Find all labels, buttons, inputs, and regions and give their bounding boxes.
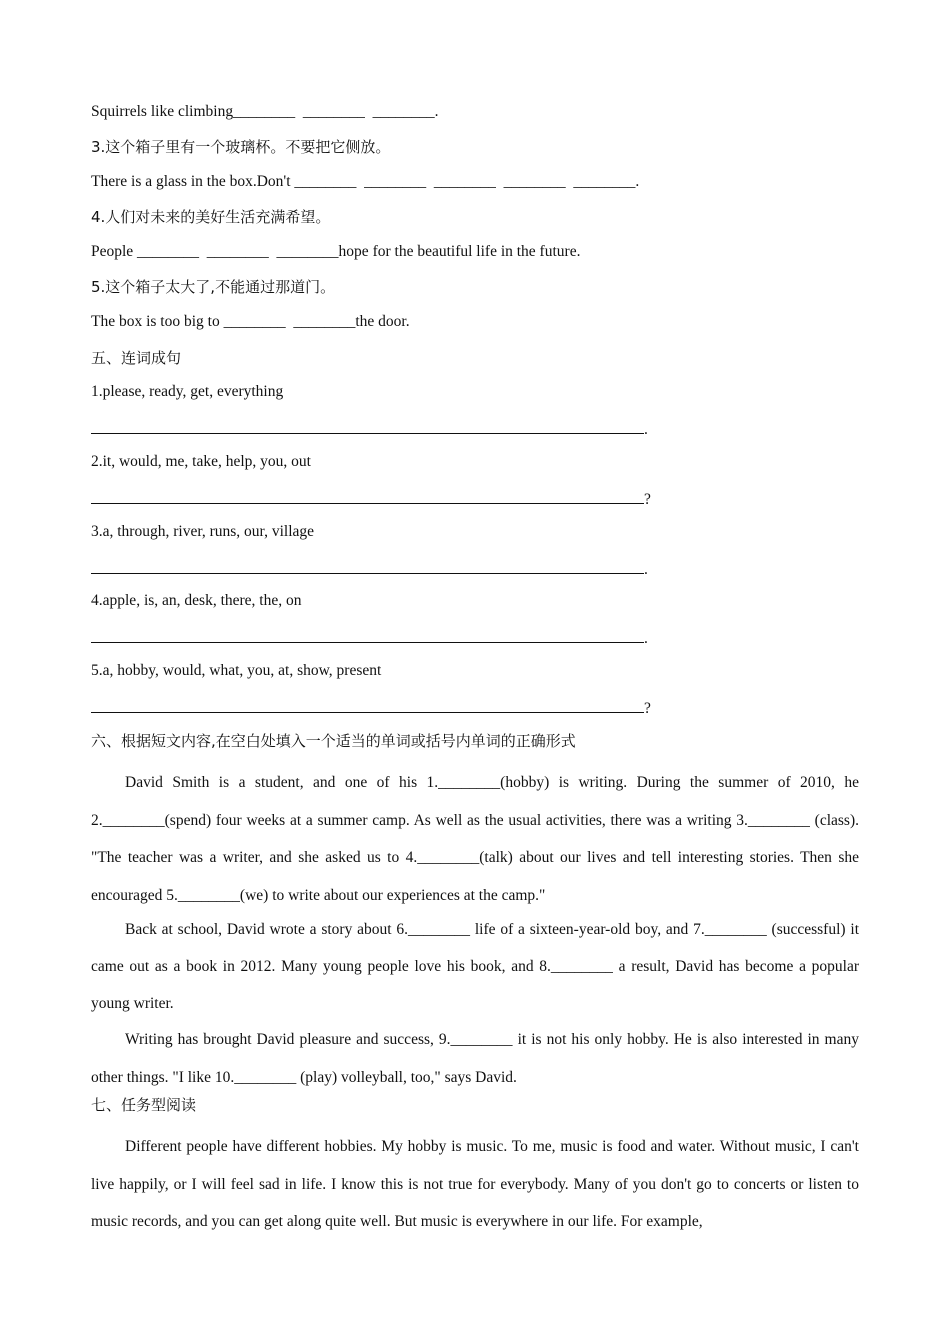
section-5-heading: 五、连词成句 — [91, 349, 182, 367]
reorder-item-2-answer-line — [91, 487, 651, 510]
reorder-item-3-prompt: 3.a, through, river, runs, our, village — [91, 523, 315, 540]
reorder-item-3-answer-line — [91, 557, 648, 580]
reorder-item-5-prompt: 5.a, hobby, would, what, you, at, show, present — [91, 662, 382, 679]
reorder-item-5-end: ? — [644, 700, 651, 717]
reorder-item-4-end: . — [644, 630, 648, 647]
question-3-chinese: 3.这个箱子里有一个玻璃杯。不要把它侧放。 — [91, 138, 391, 156]
reorder-item-5-answer-line — [91, 696, 651, 719]
question-5-chinese: 5.这个箱子太大了,不能通过那道门。 — [91, 278, 336, 296]
section-7-heading: 七、任务型阅读 — [91, 1096, 197, 1114]
sentence-squirrels: Squirrels like climbing________ ________ ________. — [91, 103, 439, 120]
cloze-paragraph-2: Back at school, David wrote a story about 6.________ life of a sixteen-year-old boy, and 7.________ (successful) it came out as a book in 2012. Many young people love his book, and 8.________ a result, David has become a popular young writer. — [91, 921, 859, 1012]
reorder-item-1-answer-line — [91, 417, 648, 440]
question-5-english: The box is too big to ________ ________the door. — [91, 313, 410, 330]
cloze-paragraph-1: David Smith is a student, and one of his 1.________(hobby) is writing. During the summer of 2010, he 2.________(spend) four weeks at a summer camp. As well as the usual activities, there was a writing 3.________ (class). "The teacher was a writer, and she asked us to 4.________(talk) about our lives and tell interesting stories. Then she encouraged 5.________(we) to write about our experiences at the camp." — [91, 774, 859, 904]
reorder-item-4-prompt: 4.apple, is, an, desk, there, the, on — [91, 592, 302, 609]
reorder-item-4-answer-line — [91, 626, 648, 649]
reading-paragraph-1: Different people have different hobbies. My hobby is music. To me, music is food and water. Without music, I can't live happily, or I will feel sad in life. I know this is not true for everybody. Many of you don't go to concerts or listen to music records, and you can get along quite well. But music is everywhere in our life. For example, — [91, 1138, 859, 1230]
cloze-paragraph-3: Writing has brought David pleasure and success, 9.________ it is not his only hobby. He is also interested in many other things. "I like 10.________ (play) volleyball, too," says David. — [91, 1031, 859, 1086]
reorder-item-3-end: . — [644, 561, 648, 578]
section-6-heading: 六、根据短文内容,在空白处填入一个适当的单词或括号内单词的正确形式 — [91, 732, 576, 750]
question-3-english: There is a glass in the box.Don't ________ ________ ________ ________ ________. — [91, 173, 640, 190]
reorder-item-2-prompt: 2.it, would, me, take, help, you, out — [91, 453, 311, 470]
question-4-english: People ________ ________ ________hope for the beautiful life in the future. — [91, 243, 581, 260]
reorder-item-1-end: . — [644, 421, 648, 438]
reorder-item-2-end: ? — [644, 491, 651, 508]
question-4-chinese: 4.人们对未来的美好生活充满希望。 — [91, 208, 331, 226]
reorder-item-1-prompt: 1.please, ready, get, everything — [91, 383, 284, 400]
